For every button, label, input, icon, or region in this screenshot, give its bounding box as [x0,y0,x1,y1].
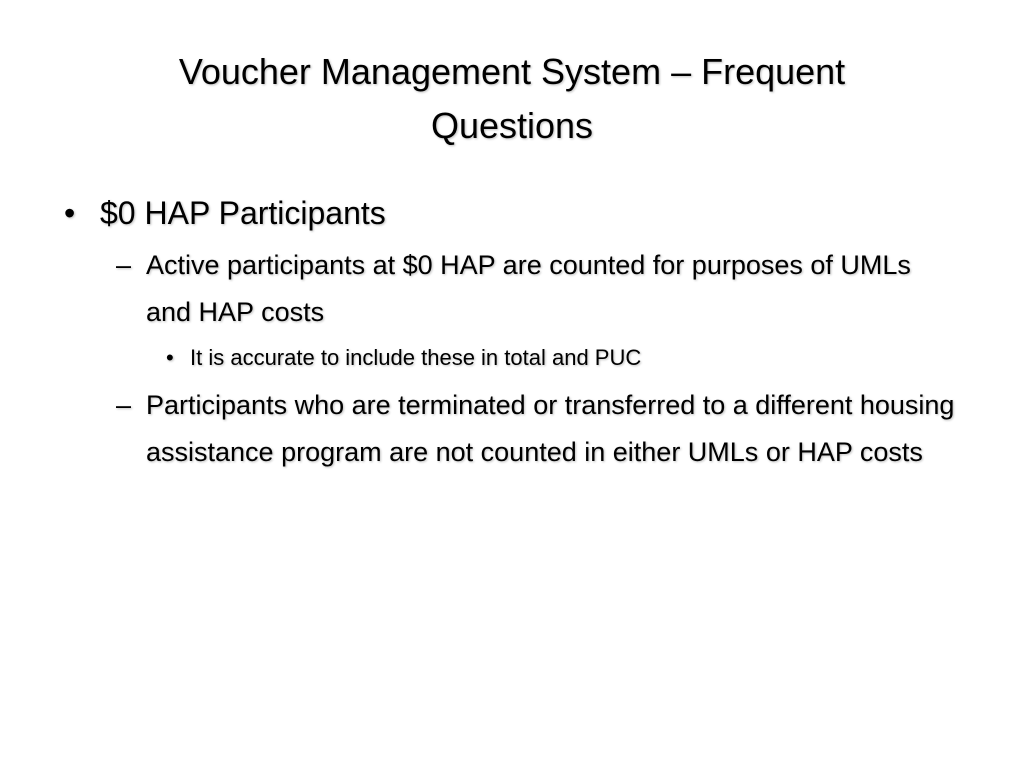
bullet-marker: • [64,195,76,231]
slide-title: Voucher Management System – Frequent Questions [178,51,846,146]
dash-marker: – [116,390,132,420]
sub-bullet-active-participants [60,242,960,336]
sub-bullet-text: Participants who are terminated or transferred to a different housing assistance program are not counted in either UMLs or HAP costs [146,390,955,467]
sub-sub-bullet-accurate [60,338,960,378]
bullet-text: $0 HAP Participants [100,195,386,231]
bullet-zero-hap-participants [60,190,960,236]
bullet-marker: • [166,345,174,370]
sub-bullet-terminated-participants [60,382,960,476]
sub-sub-bullet-text: It is accurate to include these in total and PUC [190,345,642,370]
sub-bullet-text: Active participants at $0 HAP are counted for purposes of UMLs and HAP costs [146,250,911,327]
slide-content [60,190,960,476]
dash-marker: – [116,250,132,280]
